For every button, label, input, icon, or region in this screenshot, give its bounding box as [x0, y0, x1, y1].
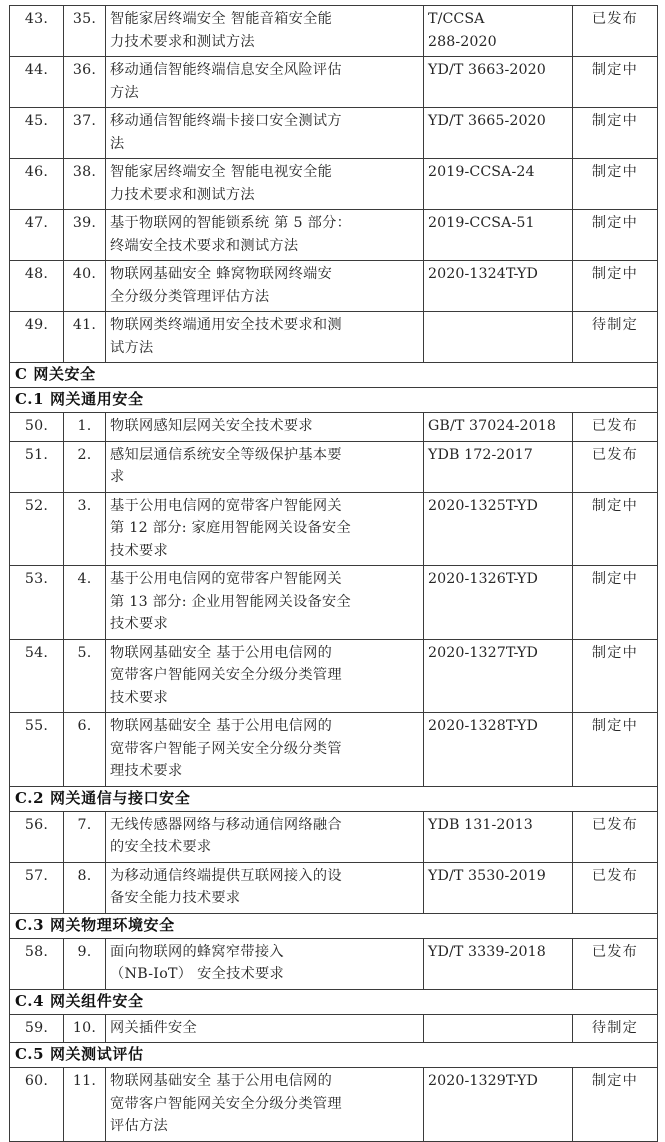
row-index-number: 40.	[64, 261, 106, 312]
standard-name-line: 物联网类终端通用安全技术要求和测	[110, 317, 342, 333]
standard-status-cell: 已发布	[573, 862, 658, 913]
standard-name-cell	[106, 1014, 424, 1043]
table-row	[10, 57, 658, 108]
section-header-label: C.3 网关物理环境安全	[10, 913, 658, 938]
standard-name-line: 方法	[110, 84, 139, 101]
standard-name-line: 为移动通信终端提供互联网接入的设	[110, 867, 342, 884]
standard-number-cell	[424, 566, 573, 640]
row-index-number: 36.	[64, 57, 106, 108]
standard-name-line: 理技术要求	[110, 763, 183, 779]
standard-name-line: 第 13 部分: 企业用智能网关设备安全	[110, 593, 351, 610]
standard-number-cell	[424, 811, 573, 862]
standard-number-cell	[424, 57, 573, 108]
table-row	[10, 492, 658, 566]
standards-table	[9, 5, 658, 1142]
standard-name-line: 宽带客户智能网关安全分级分类管理	[110, 1095, 342, 1112]
section-header-label: C.2 网关通信与接口安全	[10, 786, 658, 811]
standard-name-line: 移动通信智能终端信息安全风险评估	[110, 62, 342, 78]
standard-number-cell	[424, 413, 573, 442]
standard-status-cell: 已发布	[573, 441, 658, 492]
standard-name-line: 求	[110, 469, 125, 485]
standard-name-line: 评估方法	[110, 1118, 168, 1134]
table-body	[10, 6, 658, 1142]
standard-name-cell	[106, 1068, 424, 1142]
document-page	[9, 5, 657, 1142]
row-sequence-number: 46.	[10, 159, 64, 210]
row-sequence-number: 55.	[10, 713, 64, 787]
row-sequence-number: 48.	[10, 261, 64, 312]
standard-name-cell	[106, 492, 424, 566]
standard-name-line: 物联网基础安全 蜂窝物联网终端安	[110, 266, 333, 282]
standard-number-cell	[424, 312, 573, 363]
standard-number-line: YD/T 3530-2019	[428, 867, 546, 884]
standard-name-line: 基于物联网的智能锁系统 第 5 部分：	[110, 215, 352, 231]
row-sequence-number: 50.	[10, 413, 64, 442]
section-header-label: C.1 网关通用安全	[10, 388, 658, 413]
row-index-number: 39.	[64, 210, 106, 261]
standard-name-line: 智能家居终端安全 智能音箱安全能	[110, 11, 333, 27]
row-sequence-number: 58.	[10, 938, 64, 989]
row-index-number: 38.	[64, 159, 106, 210]
row-sequence-number: 47.	[10, 210, 64, 261]
standard-name-line: 移动通信智能终端卡接口安全测试方	[110, 113, 342, 129]
standard-status-cell: 制定中	[573, 1068, 658, 1142]
standard-name-line: 终端安全技术要求和测试方法	[110, 237, 299, 254]
standard-number-line: YD/T 3663-2020	[428, 62, 546, 78]
standard-status-cell: 制定中	[573, 566, 658, 640]
row-sequence-number: 51.	[10, 441, 64, 492]
standard-number-line: YD/T 3665-2020	[428, 113, 546, 129]
row-sequence-number: 57.	[10, 862, 64, 913]
standard-number-cell	[424, 639, 573, 713]
standard-number-cell	[424, 441, 573, 492]
standard-name-line: 宽带客户智能子网关安全分级分类管	[110, 740, 342, 757]
section-header-row	[10, 913, 658, 938]
row-index-number: 3.	[64, 492, 106, 566]
row-index-number: 10.	[64, 1014, 106, 1043]
standard-number-line: 2019-CCSA-24	[428, 164, 535, 180]
standard-number-line: YD/T 3339-2018	[428, 943, 546, 960]
standard-name-line: 基于公用电信网的宽带客户智能网关	[110, 571, 342, 587]
standard-number-cell	[424, 1068, 573, 1142]
standard-name-line: 宽带客户智能网关安全分级分类管理	[110, 667, 342, 683]
standard-status-cell: 制定中	[573, 639, 658, 713]
standard-status-cell: 待制定	[573, 312, 658, 363]
row-index-number: 6.	[64, 713, 106, 787]
standard-name-line: 技术要求	[110, 689, 168, 706]
standard-status-cell: 制定中	[573, 210, 658, 261]
standard-number-line: 2019-CCSA-51	[428, 215, 535, 231]
standard-number-line: 2020-1326T-YD	[428, 571, 538, 587]
standard-name-line: 技术要求	[110, 616, 168, 632]
standard-name-line: 第 12 部分: 家庭用智能网关设备安全	[110, 520, 351, 536]
standard-number-line: T/CCSA	[428, 11, 485, 27]
standard-status-cell: 已发布	[573, 6, 658, 57]
standard-name-line: 试方法	[110, 339, 154, 356]
standard-name-line: 基于公用电信网的宽带客户智能网关	[110, 497, 342, 514]
standard-name-cell	[106, 639, 424, 713]
section-header-label: C.4 网关组件安全	[10, 989, 658, 1014]
standard-name-line: 技术要求	[110, 542, 168, 559]
table-row	[10, 566, 658, 640]
table-row	[10, 312, 658, 363]
standard-status-cell: 已发布	[573, 938, 658, 989]
standard-number-cell	[424, 261, 573, 312]
standard-name-cell	[106, 108, 424, 159]
section-header-label: C 网关安全	[10, 363, 658, 388]
row-index-number: 37.	[64, 108, 106, 159]
row-index-number: 41.	[64, 312, 106, 363]
standard-name-line: 物联网基础安全 基于公用电信网的	[110, 1073, 333, 1089]
table-row	[10, 413, 658, 442]
table-row	[10, 441, 658, 492]
row-index-number: 7.	[64, 811, 106, 862]
standard-name-cell	[106, 261, 424, 312]
standard-number-cell	[424, 159, 573, 210]
section-header-row	[10, 388, 658, 413]
standard-name-line: 无线传感器网络与移动通信网络融合	[110, 816, 342, 833]
standard-name-cell	[106, 6, 424, 57]
standard-number-line: 288-2020	[428, 33, 497, 50]
row-sequence-number: 60.	[10, 1068, 64, 1142]
section-header-row	[10, 989, 658, 1014]
table-row	[10, 1014, 658, 1043]
standard-number-cell	[424, 492, 573, 566]
standard-name-line: 力技术要求和测试方法	[110, 186, 255, 203]
standard-number-line: 2020-1327T-YD	[428, 644, 538, 661]
row-sequence-number: 44.	[10, 57, 64, 108]
standard-number-cell	[424, 108, 573, 159]
table-row	[10, 862, 658, 913]
standard-name-cell	[106, 713, 424, 787]
table-row	[10, 210, 658, 261]
standard-name-line: 物联网基础安全 基于公用电信网的	[110, 718, 333, 734]
standard-name-cell	[106, 441, 424, 492]
standard-status-cell: 制定中	[573, 261, 658, 312]
standard-name-line: 的安全技术要求	[110, 839, 212, 855]
standard-name-line: 法	[110, 135, 125, 152]
standard-status-cell: 制定中	[573, 713, 658, 787]
standard-name-line: 智能家居终端安全 智能电视安全能	[110, 164, 333, 180]
standard-status-cell: 制定中	[573, 159, 658, 210]
row-index-number: 11.	[64, 1068, 106, 1142]
standard-name-line: 物联网感知层网关安全技术要求	[110, 418, 313, 434]
table-row	[10, 938, 658, 989]
row-sequence-number: 56.	[10, 811, 64, 862]
standard-name-line: 网关插件安全	[110, 1019, 197, 1036]
table-row	[10, 108, 658, 159]
standard-status-cell: 制定中	[573, 108, 658, 159]
standard-name-cell	[106, 566, 424, 640]
standard-name-cell	[106, 57, 424, 108]
table-row	[10, 1068, 658, 1142]
standard-number-line: YDB 131-2013	[428, 816, 533, 833]
standard-number-cell	[424, 1014, 573, 1043]
standard-name-cell	[106, 413, 424, 442]
table-row	[10, 261, 658, 312]
row-sequence-number: 59.	[10, 1014, 64, 1043]
standard-name-line: 备安全能力技术要求	[110, 890, 241, 906]
standard-number-cell	[424, 210, 573, 261]
row-index-number: 35.	[64, 6, 106, 57]
standard-status-cell: 制定中	[573, 57, 658, 108]
section-header-label: C.5 网关测试评估	[10, 1043, 658, 1068]
standard-name-line: 全分级分类管理评估方法	[110, 288, 270, 305]
standard-name-cell	[106, 938, 424, 989]
standard-name-cell	[106, 312, 424, 363]
table-row	[10, 159, 658, 210]
row-index-number: 4.	[64, 566, 106, 640]
standard-name-line: 面向物联网的蜂窝窄带接入	[110, 943, 284, 960]
standard-number-line: 2020-1328T-YD	[428, 718, 538, 734]
table-row	[10, 713, 658, 787]
standard-name-line: 感知层通信系统安全等级保护基本要	[110, 446, 342, 463]
standard-number-cell	[424, 6, 573, 57]
standard-number-cell	[424, 938, 573, 989]
standard-name-cell	[106, 811, 424, 862]
table-row	[10, 6, 658, 57]
standard-name-cell	[106, 210, 424, 261]
standard-name-line: 力技术要求和测试方法	[110, 33, 255, 50]
standard-number-line: YDB 172-2017	[428, 446, 533, 463]
standard-number-cell	[424, 862, 573, 913]
standard-number-line: 2020-1325T-YD	[428, 497, 538, 514]
table-row	[10, 639, 658, 713]
standard-number-cell	[424, 713, 573, 787]
row-sequence-number: 45.	[10, 108, 64, 159]
section-header-row	[10, 363, 658, 388]
standard-status-cell: 已发布	[573, 811, 658, 862]
standard-number-line: 2020-1329T-YD	[428, 1073, 538, 1089]
section-header-row	[10, 786, 658, 811]
row-index-number: 5.	[64, 639, 106, 713]
row-index-number: 2.	[64, 441, 106, 492]
row-sequence-number: 52.	[10, 492, 64, 566]
standard-name-line: （NB-IoT） 安全技术要求	[110, 966, 285, 982]
standard-name-cell	[106, 862, 424, 913]
standard-name-line: 物联网基础安全 基于公用电信网的	[110, 644, 333, 661]
row-sequence-number: 49.	[10, 312, 64, 363]
table-row	[10, 811, 658, 862]
standard-status-cell: 已发布	[573, 413, 658, 442]
section-header-row	[10, 1043, 658, 1068]
row-index-number: 1.	[64, 413, 106, 442]
standard-number-line: 2020-1324T-YD	[428, 266, 538, 282]
standard-name-cell	[106, 159, 424, 210]
row-index-number: 8.	[64, 862, 106, 913]
row-sequence-number: 43.	[10, 6, 64, 57]
standard-number-line: GB/T 37024-2018	[428, 418, 557, 434]
row-sequence-number: 53.	[10, 566, 64, 640]
row-sequence-number: 54.	[10, 639, 64, 713]
standard-status-cell: 制定中	[573, 492, 658, 566]
standard-status-cell: 待制定	[573, 1014, 658, 1043]
row-index-number: 9.	[64, 938, 106, 989]
